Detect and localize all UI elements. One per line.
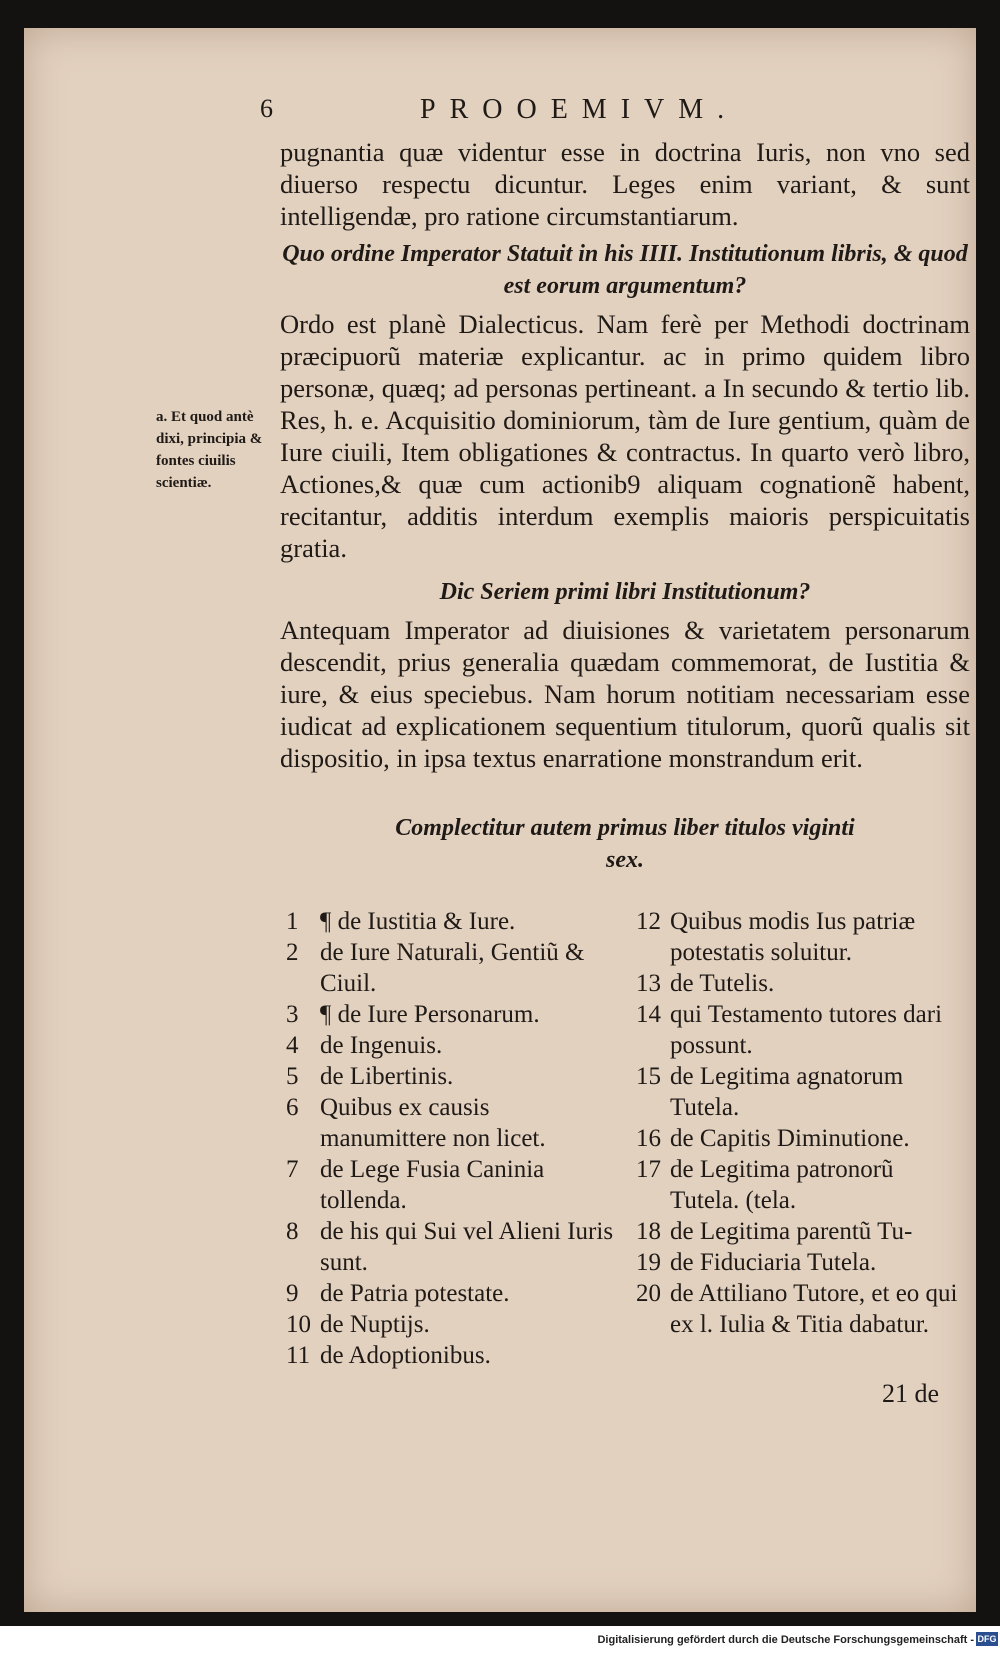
toc-entry <box>286 1309 616 1340</box>
footer-credit: Digitalisierung gefördert durch die Deutsche Forschungsgemeinschaft - <box>597 1634 974 1646</box>
heading-seriem: Dic Seriem primi libri Institutionum? <box>439 579 811 605</box>
toc-entry <box>286 1092 616 1154</box>
toc-left-column <box>286 906 616 1371</box>
toc-entry-number: 9 <box>286 1280 299 1307</box>
toc-entry-number: 18 <box>636 1218 661 1245</box>
toc-entry-title: de Iure Naturali, Gentiũ & Ciuil. <box>320 939 585 997</box>
toc-entry-title: de Nuptijs. <box>320 1311 430 1338</box>
paragraph-2: Ordo est planè Dialecticus. Nam ferè per Methodi doctrinam præcipuorũ materiæ explicantur. ac in primo quidem libro personæ, quæq; ad personas pertineant. a In secundo & tertio lib. Res, h. e. Acquisitio dominiorum, tàm de Iure gentium, quàm de Iure ciuili, Item obligationes & contractus. In quarto verò libro, Actiones,& quæ cum actionib9 aliquam cognationẽ habent, recitantur, additis interdum exemplis maioris perspicuitatis gratia. <box>280 309 970 563</box>
toc-entry-number: 1 <box>286 908 299 935</box>
digitization-footer <box>0 1626 1000 1656</box>
toc-entry <box>286 906 616 937</box>
toc-entry <box>286 999 616 1030</box>
toc-entry-number: 17 <box>636 1156 661 1183</box>
toc-entry-title: de Tutelis. <box>670 970 775 997</box>
book-page <box>24 28 976 1612</box>
toc-entry-title: de Legitima patronorũ Tutela. (tela. <box>670 1156 894 1214</box>
toc-right-column <box>636 906 966 1340</box>
toc-entry-number: 13 <box>636 970 661 997</box>
page-content <box>24 28 976 1612</box>
toc-entry-number: 11 <box>286 1342 311 1369</box>
toc-entry-number: 8 <box>286 1218 299 1245</box>
toc-entry <box>636 906 966 968</box>
page-number: 6 <box>260 94 273 123</box>
toc-entry <box>636 1154 966 1216</box>
toc-entry-number: 3 <box>286 1001 299 1028</box>
catchword: 21 de <box>882 1379 940 1408</box>
toc-entry-number: 4 <box>286 1032 299 1059</box>
toc-entry-number: 14 <box>636 1001 661 1028</box>
toc-entry <box>636 1216 966 1247</box>
running-title: PROOEMIVM. <box>420 94 739 125</box>
toc-entry <box>286 1030 616 1061</box>
toc-entry-title: de Capitis Diminutione. <box>670 1125 910 1152</box>
toc-entry-title: de his qui Sui vel Alieni Iuris sunt. <box>320 1218 614 1276</box>
toc-entry-title: de Legitima parentũ Tu- <box>670 1218 913 1245</box>
heading-ordine: Quo ordine Imperator Statuit in his IIII. Institutionum libris, & quod est eorum argumentum? <box>282 241 968 299</box>
toc-entry <box>636 1278 966 1340</box>
toc-entry-number: 2 <box>286 939 299 966</box>
page-header <box>260 94 920 134</box>
toc-entry <box>286 1216 616 1278</box>
toc-entry-title: de Adoptionibus. <box>320 1342 491 1369</box>
toc-entry-title: ¶ de Iustitia & Iure. <box>320 908 516 935</box>
toc-entry-number: 15 <box>636 1063 661 1090</box>
toc-entry <box>286 1278 616 1309</box>
toc-entry <box>286 1340 616 1371</box>
marginal-note: a. Et quod antè dixi, principia & fontes ciuilis scientiæ. <box>156 409 263 491</box>
toc-entry <box>636 968 966 999</box>
toc-entry-title: de Ingenuis. <box>320 1032 443 1059</box>
paragraph-1: pugnantia quæ videntur esse in doctrina Iuris, non vno sed diuerso respectu dicuntur. Leges enim variant, & sunt intelligendæ, pro ratione circumstantiarum. <box>280 137 970 231</box>
toc-entry <box>636 1247 966 1278</box>
toc-entry-title: de Attiliano Tutore, et eo qui ex l. Iulia & Titia dabatur. <box>670 1280 958 1338</box>
toc-entry <box>636 999 966 1061</box>
toc-entry-number: 19 <box>636 1249 661 1276</box>
toc-entry <box>636 1123 966 1154</box>
toc-entry-title: qui Testamento tutores dari possunt. <box>670 1001 943 1059</box>
toc-entry <box>286 937 616 999</box>
toc-entry-number: 16 <box>636 1125 661 1152</box>
toc-entry-number: 6 <box>286 1094 299 1121</box>
toc-entry-number: 12 <box>636 908 661 935</box>
toc-entry-title: de Fiduciaria Tutela. <box>670 1249 877 1276</box>
toc-entry-number: 10 <box>286 1311 311 1338</box>
toc-entry <box>636 1061 966 1123</box>
toc-entry-title: de Legitima agnatorum Tutela. <box>670 1063 904 1121</box>
toc-entry-title: ¶ de Iure Personarum. <box>320 1001 540 1028</box>
toc-entry-title: de Libertinis. <box>320 1063 454 1090</box>
toc-entry-number: 7 <box>286 1156 299 1183</box>
toc-entry-number: 20 <box>636 1280 661 1307</box>
paragraph-3: Antequam Imperator ad diuisiones & varietatem personarum descendit, prius generalia quædam commemorat, de Iustitia & iure, & eius speciebus. Nam horum notitiam necessariam esse iudicat ad explicationem sequentium titulorum, quorũ qualis sit dispositio, in ipsa textus enarratione monstrandum erit. <box>280 615 970 773</box>
heading-complectitur: Complectitur autem primus liber titulos viginti sex. <box>395 815 855 873</box>
toc-entry-title: Quibus modis Ius patriæ potestatis soluitur. <box>670 908 916 966</box>
toc-entry-title: Quibus ex causis manumittere non licet. <box>320 1094 546 1152</box>
toc-entry-number: 5 <box>286 1063 299 1090</box>
toc-entry <box>286 1061 616 1092</box>
dfg-logo: DFG <box>977 1634 997 1644</box>
toc-entry-title: de Patria potestate. <box>320 1280 510 1307</box>
toc-entry <box>286 1154 616 1216</box>
toc-entry-title: de Lege Fusia Caninia tollenda. <box>320 1156 545 1214</box>
